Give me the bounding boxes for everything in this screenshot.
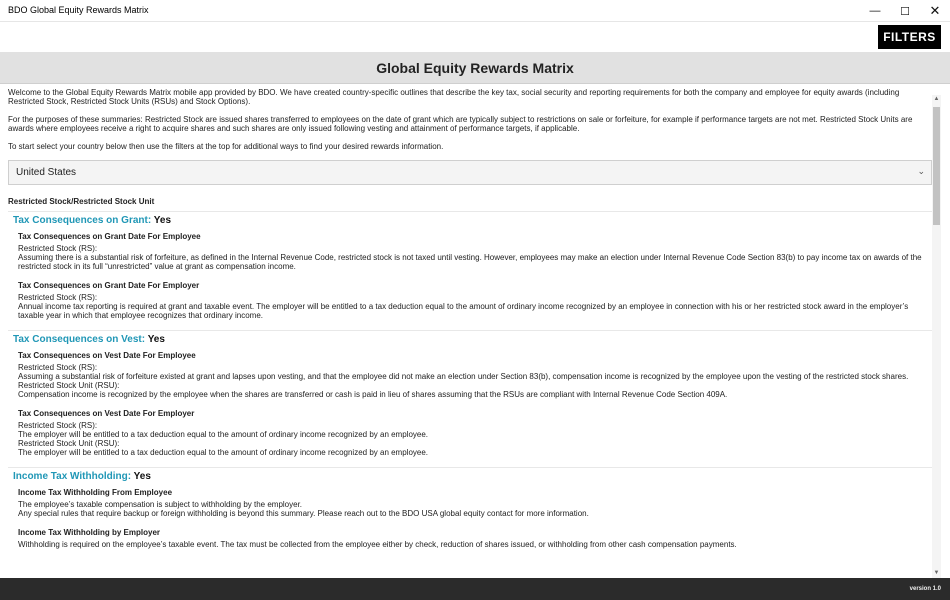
scroll-down-arrow-icon[interactable]: ▼ <box>933 570 940 576</box>
detail-item <box>8 528 932 549</box>
maximize-icon[interactable]: ☐ <box>900 5 910 18</box>
footer-bar <box>0 578 950 600</box>
section-value: Yes <box>153 215 172 226</box>
section-heading-withholding <box>8 470 932 484</box>
intro-paragraph-definitions: For the purposes of these summaries: Restricted Stock are issued shares transferred to employees on the date of grant which are typically subject to restrictions on sale or forfeiture, for example if performance targets are not met. Restricted Stock Units are awards where employees receive a right to acquire shares and such shares are only issued following vesting and attainment of performance targets, if applicable. <box>8 115 913 133</box>
detail-item <box>8 409 932 457</box>
detail-line: Withholding is required on the employee’s taxable event. The tax must be collected from the employee either by check, reduction of shares issued, or withholding from other cash compensation payments. <box>18 540 737 549</box>
award-type-label: Restricted Stock/Restricted Stock Unit <box>8 197 155 206</box>
detail-line: Assuming there is a substantial risk of forfeiture, as defined in the Internal Revenue Code, restricted stock is not taxed until vesting. However, employees may make an election under Internal Revenue Code Section 83(b) to pay income tax on awards of the restricted stock in its full “unrestricted” value at grant as compensation income. <box>18 253 922 271</box>
detail-line: The employer will be entitled to a tax deduction equal to the amount of ordinary income recognized by an employee. <box>18 430 429 439</box>
close-icon[interactable]: ✕ <box>929 3 941 18</box>
detail-line: Compensation income is recognized by the employee when the shares are transferred or cash is paid in lieu of shares assuming that the RSUs are compliant with Internal Revenue Code Section 409A. <box>18 390 728 399</box>
section-heading-vest <box>8 333 932 347</box>
detail-heading: Income Tax Withholding From Employee <box>18 488 173 497</box>
divider <box>8 211 932 212</box>
detail-item <box>8 488 932 518</box>
scroll-up-arrow-icon[interactable]: ▲ <box>933 96 940 102</box>
detail-item <box>8 281 932 320</box>
window-title: BDO Global Equity Rewards Matrix <box>8 5 149 15</box>
intro-paragraph-welcome: Welcome to the Global Equity Rewards Matrix mobile app provided by BDO. We have created country-specific outlines that describe the key tax, social security and reporting requirements for both the company and employee for equity awards (including Restricted Stock, Restricted Stock Units (RSUs) and Stock Options). <box>8 88 900 106</box>
content-inner <box>8 88 932 559</box>
detail-heading: Tax Consequences on Vest Date For Employee <box>18 351 196 360</box>
section-title: Tax Consequences on Grant: <box>13 215 152 226</box>
window-titlebar <box>0 0 950 22</box>
top-toolbar <box>0 22 950 52</box>
section-title: Tax Consequences on Vest: <box>13 334 146 345</box>
detail-line: Restricted Stock (RS): <box>18 421 98 430</box>
section-title: Income Tax Withholding: <box>13 471 132 482</box>
detail-line: Restricted Stock Unit (RSU): <box>18 381 120 390</box>
country-dropdown-value: United States <box>16 167 77 178</box>
page-header <box>0 52 950 84</box>
divider <box>8 330 932 331</box>
detail-heading: Tax Consequences on Grant Date For Employer <box>18 281 200 290</box>
vertical-scrollbar[interactable] <box>932 95 941 578</box>
detail-line: Assuming a substantial risk of forfeiture existed at grant and lapses upon vesting, and that the employee did not make an election under Section 83(b), compensation income is recognized by the employee upon the vesting of the restricted stock shares. <box>18 372 909 381</box>
main-content[interactable] <box>0 85 950 578</box>
section-value: Yes <box>147 334 165 345</box>
filters-button[interactable]: FILTERS <box>878 25 941 49</box>
detail-heading: Tax Consequences on Grant Date For Employee <box>18 232 201 241</box>
detail-line: The employee’s taxable compensation is subject to withholding by the employer. <box>18 500 303 509</box>
chevron-down-icon: ⌄ <box>917 166 925 176</box>
country-dropdown[interactable] <box>8 160 932 185</box>
minimize-icon[interactable]: — <box>869 5 881 17</box>
detail-line: Restricted Stock Unit (RSU): <box>18 439 120 448</box>
scrollbar-thumb[interactable] <box>933 107 940 225</box>
section-heading-grant <box>8 214 932 228</box>
detail-item <box>8 232 932 271</box>
detail-line: Restricted Stock (RS): <box>18 363 98 372</box>
section-value: Yes <box>133 471 151 482</box>
detail-line: Restricted Stock (RS): <box>18 244 98 253</box>
detail-line: Restricted Stock (RS): <box>18 293 98 302</box>
page-title: Global Equity Rewards Matrix <box>376 60 574 76</box>
version-label: version 1.0 <box>909 586 941 592</box>
intro-paragraph-instructions: To start select your country below then use the filters at the top for additional ways to find your desired rewards information. <box>8 142 444 151</box>
divider <box>8 467 932 468</box>
detail-line: The employer will be entitled to a tax deduction equal to the amount of ordinary income recognized by an employee. <box>18 448 429 457</box>
detail-item <box>8 351 932 399</box>
detail-heading: Income Tax Withholding by Employer <box>18 528 161 537</box>
detail-line: Any special rules that require backup or foreign withholding is beyond this summary. Please reach out to the BDO USA global equity contact for more information. <box>18 509 589 518</box>
detail-heading: Tax Consequences on Vest Date For Employer <box>18 409 195 418</box>
detail-line: Annual income tax reporting is required at grant and taxable event. The employer will be entitled to a tax deduction equal to the amount of ordinary income recognized by an employee in connection with his or her restricted stock award in the employer’s taxable year in which that employee recognizes that ordinary income. <box>18 302 909 320</box>
